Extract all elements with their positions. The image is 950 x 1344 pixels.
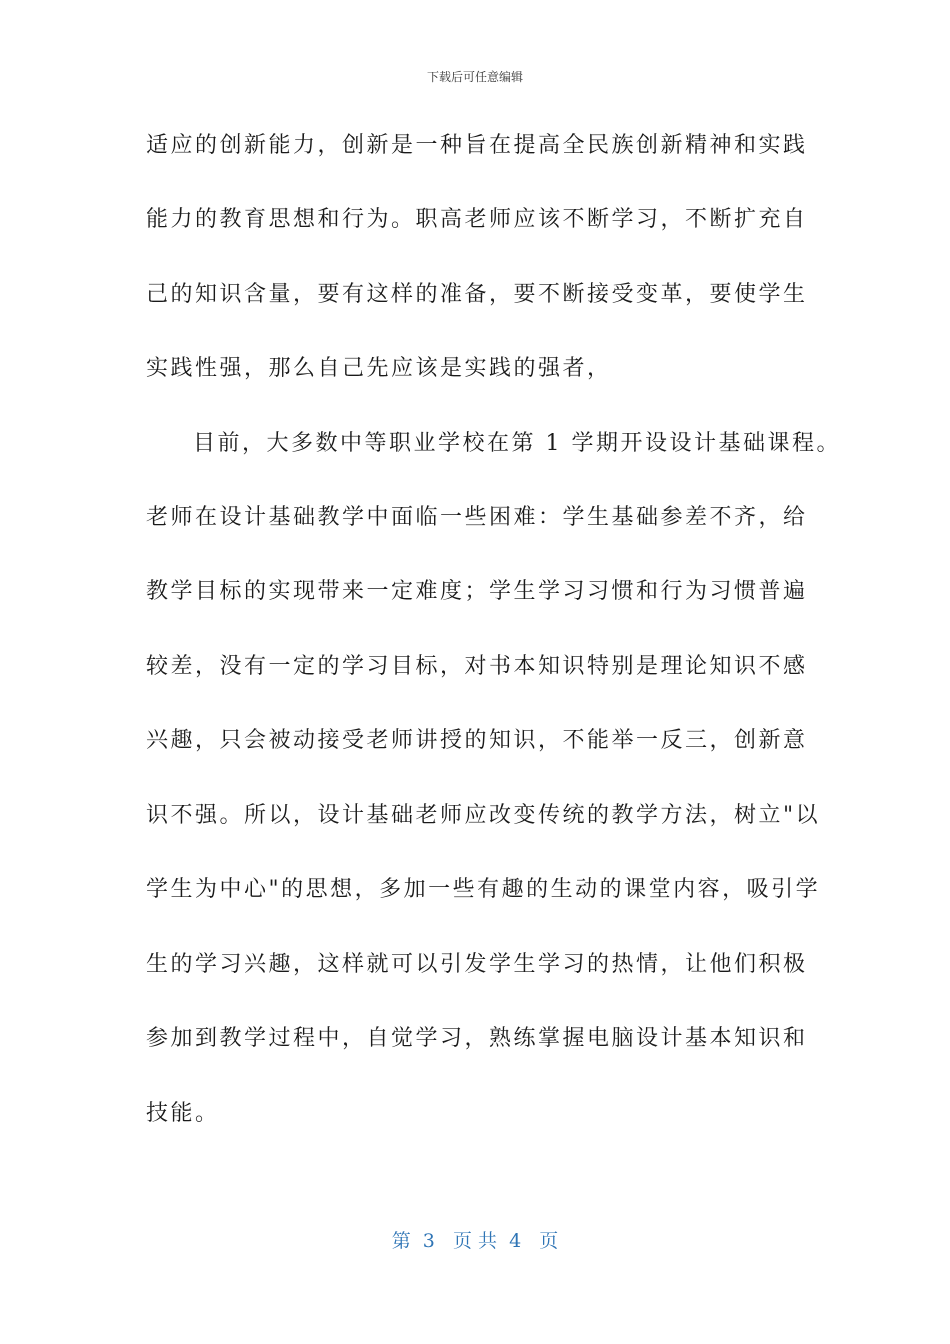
body-text-line: 适应的创新能力，创新是一种旨在提高全民族创新精神和实践 xyxy=(146,133,808,158)
body-text-line: 技能。 xyxy=(146,1101,220,1126)
body-text-line: 学生为中心"的思想，多加一些有趣的生动的课堂内容，吸引学 xyxy=(146,877,821,902)
body-text-line: 实践性强，那么自己先应该是实践的强者， xyxy=(146,356,612,381)
body-text-line: 参加到教学过程中，自觉学习，熟练掌握电脑设计基本知识和 xyxy=(146,1026,808,1051)
body-text-line: 能力的教育思想和行为。职高老师应该不断学习，不断扩充自 xyxy=(146,207,808,232)
body-text-line: 兴趣，只会被动接受老师讲授的知识，不能举一反三，创新意 xyxy=(146,728,808,753)
body-text-line: 目前，大多数中等职业学校在第 1 学期开设设计基础课程。 xyxy=(193,431,841,456)
body-text-line: 教学目标的实现带来一定难度；学生学习习惯和行为习惯普遍 xyxy=(146,579,808,604)
body-text-line: 己的知识含量，要有这样的准备，要不断接受变革，要使学生 xyxy=(146,282,808,307)
header-note: 下载后可任意编辑 xyxy=(426,70,523,84)
page-number-footer: 第 3 页 共 4 页 xyxy=(391,1230,559,1252)
body-text-line: 生的学习兴趣，这样就可以引发学生学习的热情，让他们积极 xyxy=(146,952,808,977)
body-text-line: 较差，没有一定的学习目标，对书本知识特别是理论知识不感 xyxy=(146,654,808,679)
body-text-line: 老师在设计基础教学中面临一些困难：学生基础参差不齐，给 xyxy=(146,505,808,530)
body-text-line: 识不强。所以，设计基础老师应改变传统的教学方法，树立"以 xyxy=(146,803,821,828)
